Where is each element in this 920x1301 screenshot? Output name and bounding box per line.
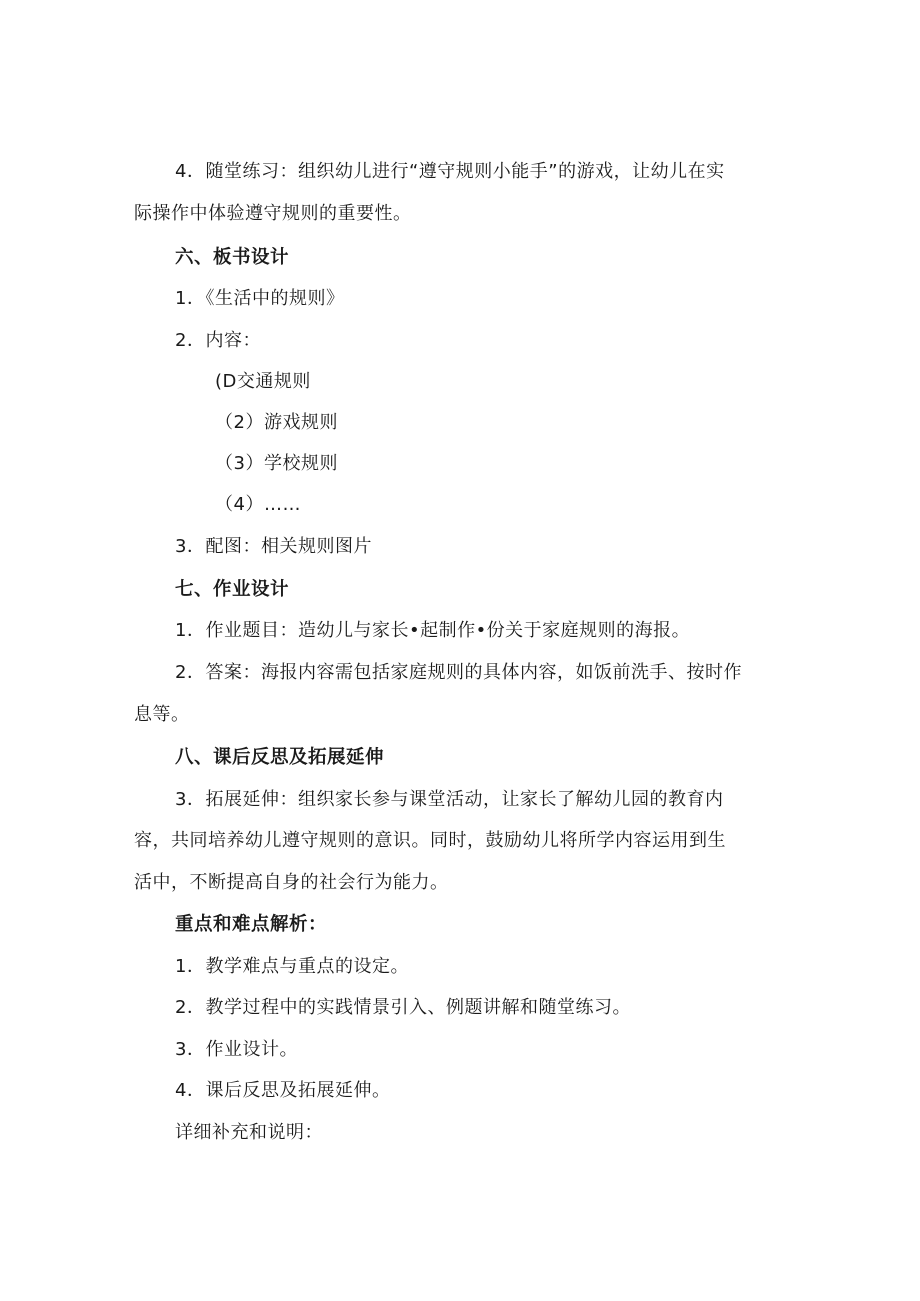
key-point-1: 1．教学难点与重点的设定。	[175, 956, 409, 977]
board-item-3: 3．配图：相关规则图片	[175, 536, 372, 557]
board-item-2: 2．内容：	[175, 330, 261, 351]
key-point-4: 4．课后反思及拓展延伸。	[175, 1080, 391, 1101]
section-heading-homework: 七、作业设计	[175, 579, 290, 600]
key-points-heading: 重点和难点解析：	[175, 914, 328, 935]
practice-item-line-1: 4．随堂练习：组织幼儿进行“遵守规则小能手”的游戏，让幼儿在实	[175, 161, 725, 182]
homework-item-2-line-1: 2．答案：海报内容需包括家庭规则的具体内容，如饭前洗手、按时作	[175, 662, 742, 683]
board-subitem-1: (D交通规则	[215, 371, 311, 392]
key-point-3: 3．作业设计。	[175, 1039, 298, 1060]
extension-line-3: 活中，不断提高自身的社会行为能力。	[134, 872, 449, 893]
section-heading-board-design: 六、板书设计	[175, 247, 290, 268]
board-subitem-4: （4）……	[215, 494, 301, 515]
extension-line-1: 3．拓展延伸：组织家长参与课堂活动，让家长了解幼儿园的教育内	[175, 789, 724, 810]
board-subitem-2: （2）游戏规则	[215, 412, 338, 433]
section-heading-reflection: 八、课后反思及拓展延伸	[175, 747, 385, 768]
key-point-2: 2．教学过程中的实践情景引入、例题讲解和随堂练习。	[175, 997, 631, 1018]
homework-item-2-line-2: 息等。	[134, 704, 190, 725]
detail-heading: 详细补充和说明：	[175, 1122, 323, 1143]
practice-item-line-2: 际操作中体验遵守规则的重要性。	[134, 203, 412, 224]
extension-line-2: 容，共同培养幼儿遵守规则的意识。同时，鼓励幼儿将所学内容运用到生	[134, 830, 726, 851]
board-subitem-3: （3）学校规则	[215, 453, 338, 474]
homework-item-1: 1．作业题目：造幼儿与家长•起制作•份关于家庭规则的海报。	[175, 620, 691, 641]
board-item-1: 1．《生活中的规则》	[175, 288, 345, 309]
